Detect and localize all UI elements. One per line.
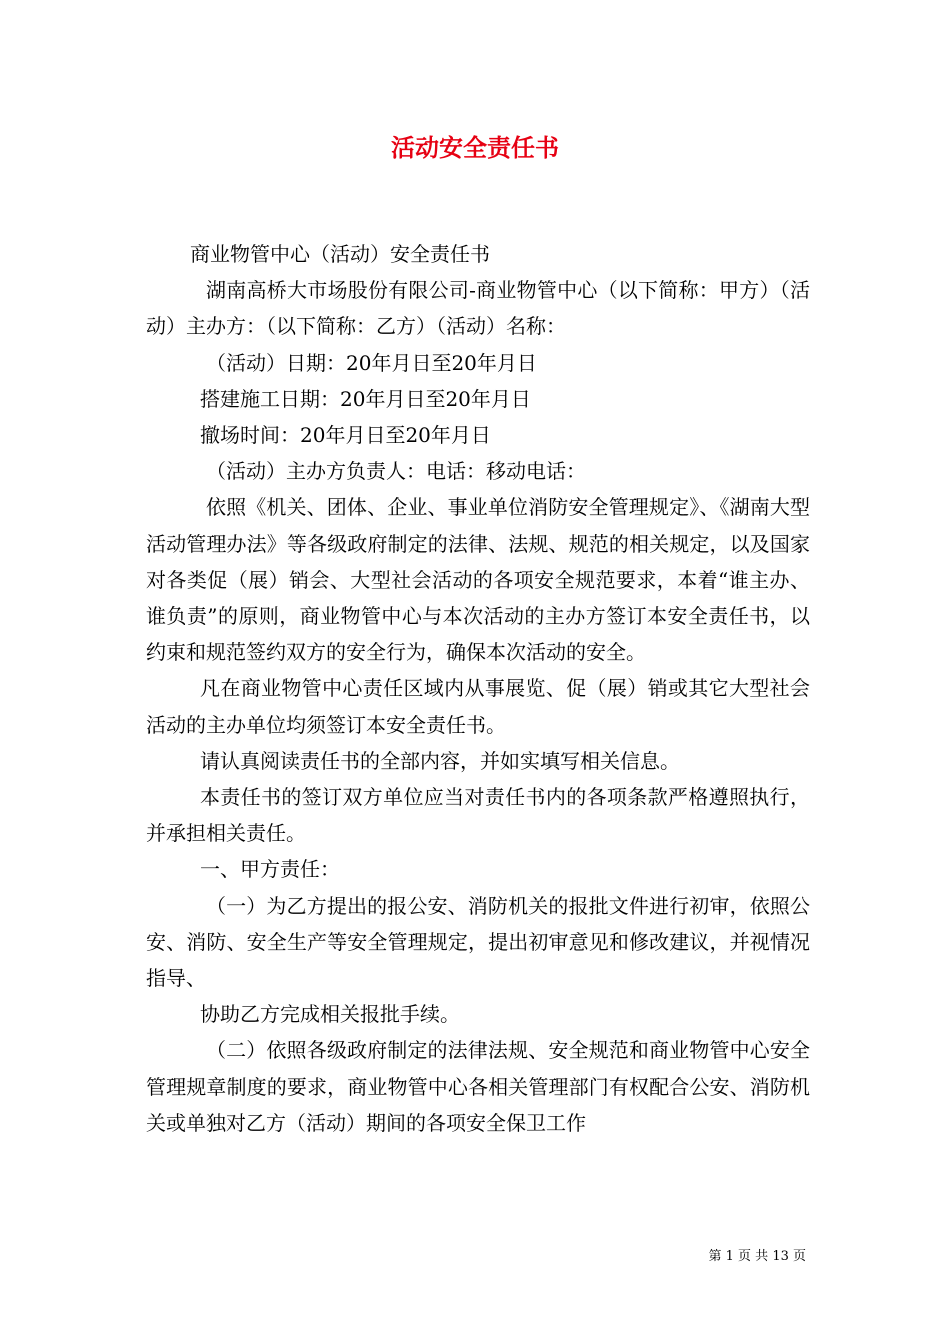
paragraph-organizer-contact: （活动）主办方负责人：电话：移动电话：	[206, 459, 586, 484]
paragraph-compliance: 本责任书的签订双方单位应当对责任书内的各项条款严格遵照执行，并承担相关责任。	[146, 785, 810, 846]
paragraph-withdrawal-time: 撤场时间：20年月日至20年月日	[200, 423, 491, 448]
document-title: 活动安全责任书	[391, 133, 559, 162]
section-heading-party-a: 一、甲方责任：	[200, 857, 340, 882]
clause-1-continued: 协助乙方完成相关报批手续。	[200, 1002, 460, 1027]
paragraph-party-a: 湖南高桥大市场股份有限公司-商业物管中心（以下简称：甲方）（活动）主办方：（以下简称：乙方）（活动）名称：	[146, 278, 810, 339]
document-body	[146, 236, 810, 1141]
paragraph-scope: 凡在商业物管中心责任区域内从事展览、促（展）销或其它大型社会活动的主办单位均须签订本安全责任书。	[146, 676, 810, 737]
clause-1: （一）为乙方提出的报公安、消防机关的报批文件进行初审，依照公安、消防、安全生产等安全管理规定，提出初审意见和修改建议，并视情况指导、	[146, 893, 810, 991]
paragraph-read-notice: 请认真阅读责任书的全部内容，并如实填写相关信息。	[200, 748, 680, 773]
paragraph-activity-date: （活动）日期：20年月日至20年月日	[206, 350, 537, 375]
paragraph-legal-basis: 依照《机关、团体、企业、事业单位消防安全管理规定》、《湖南大型活动管理办法》等各级政府制定的法律、法规、规范的相关规定，以及国家对各类促（展）销会、大型社会活动的各项安全规范要求，本着“谁主办、谁负责”的原则，商业物管中心与本次活动的主办方签订本安全责任书，以约束和规范签约双方的安全行为，确保本次活动的安全。	[146, 495, 810, 665]
paragraph-construction-date: 搭建施工日期：20年月日至20年月日	[200, 386, 531, 411]
page-number: 第 1 页 共 13 页	[708, 1249, 806, 1264]
clause-2: （二）依照各级政府制定的法律法规、安全规范和商业物管中心安全管理规章制度的要求，商业物管中心各相关管理部门有权配合公安、消防机关或单独对乙方（活动）期间的各项安全保卫工作	[146, 1038, 810, 1135]
paragraph-heading: 商业物管中心（活动）安全责任书	[190, 242, 490, 266]
